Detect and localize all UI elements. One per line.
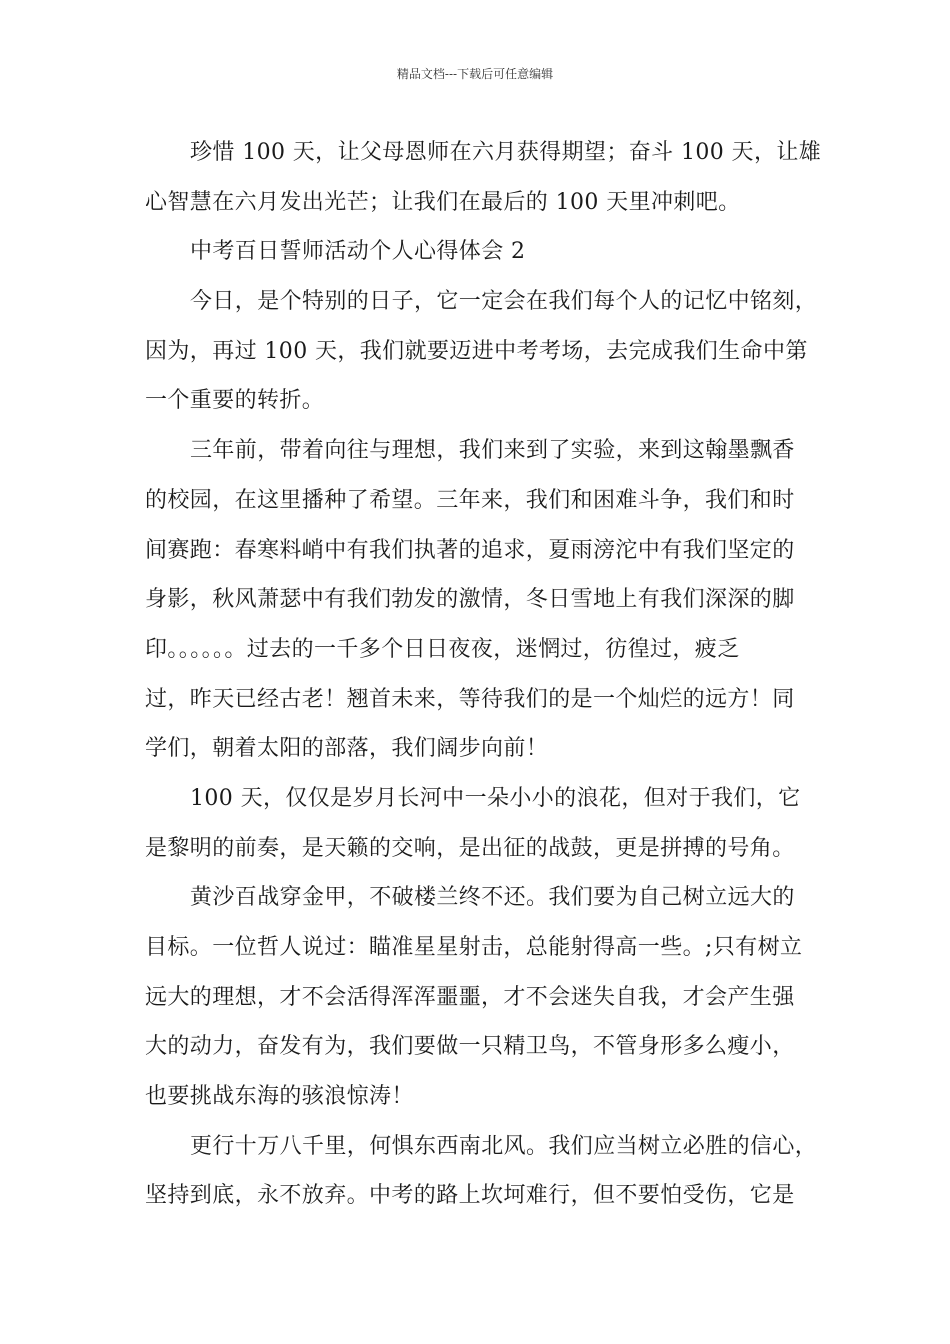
text-line: 也要挑战东海的骇浪惊涛！ — [145, 1084, 414, 1110]
paragraph-6 — [145, 1122, 818, 1221]
text-line: 远大的理想，才不会活得浑浑噩噩，才不会迷失自我，才会产生强 — [145, 984, 795, 1010]
paragraph-3 — [145, 426, 807, 774]
text-line: 100 天，仅仅是岁月长河中一朵小小的浪花，但对于我们，它 — [190, 785, 801, 811]
document-body — [145, 128, 822, 1221]
text-line: 目标。一位哲人说过：瞄准星星射击，总能射得高一些。;只有树立 — [145, 935, 803, 960]
section-heading — [145, 227, 807, 277]
page-header: 精品文档---下载后可任意编辑 — [396, 67, 554, 81]
paragraph-2 — [145, 277, 818, 426]
text-line: 更行十万八千里，何惧东西南北风。我们应当树立必胜的信心， — [190, 1133, 818, 1159]
text-line: 黄沙百战穿金甲，不破楼兰终不还。我们要为自己树立远大的 — [190, 885, 795, 911]
text-line: 因为，再过 100 天，我们就要迈进中考考场，去完成我们生命中第 — [145, 338, 808, 364]
text-line: 印。。。。。。过去的一千多个日日夜夜，迷惘过，彷徨过，疲乏 — [145, 636, 740, 662]
text-line: 坚持到底，永不放弃。中考的路上坎坷难行，但不要怕受伤，它是 — [145, 1183, 795, 1209]
text-line: 学们，朝着太阳的部落，我们阔步向前！ — [145, 736, 549, 762]
text-line: 过，昨天已经古老！翘首未来，等待我们的是一个灿烂的远方！同 — [145, 686, 795, 712]
text-line: 身影，秋风萧瑟中有我们勃发的激情，冬日雪地上有我们深深的脚 — [145, 587, 795, 613]
paragraph-5 — [145, 873, 807, 1121]
text-line: 中考百日誓师活动个人心得体会 2 — [190, 239, 526, 265]
text-line: 心智慧在六月发出光芒；让我们在最后的 100 天里冲刺吧。 — [145, 189, 741, 215]
paragraph-4 — [145, 774, 807, 873]
text-line: 一个重要的转折。 — [145, 388, 325, 414]
text-line: 今日，是个特别的日子，它一定会在我们每个人的记忆中铭刻， — [190, 289, 818, 315]
text-line: 珍惜 100 天，让父母恩师在六月获得期望；奋斗 100 天，让雄 — [190, 140, 822, 165]
text-line: 的校园，在这里播种了希望。三年来，我们和困难斗争，我们和时 — [145, 487, 795, 513]
text-line: 是黎明的前奏，是天籁的交响，是出征的战鼓，更是拼搏的号角。 — [145, 835, 795, 861]
paragraph-1 — [145, 128, 822, 227]
text-line: 三年前，带着向往与理想，我们来到了实验，来到这翰墨飘香 — [190, 438, 795, 464]
text-line: 大的动力，奋发有为，我们要做一只精卫鸟，不管身形多么瘦小， — [145, 1034, 795, 1060]
text-line: 间赛跑：春寒料峭中有我们执著的追求，夏雨滂沱中有我们坚定的 — [145, 537, 795, 563]
